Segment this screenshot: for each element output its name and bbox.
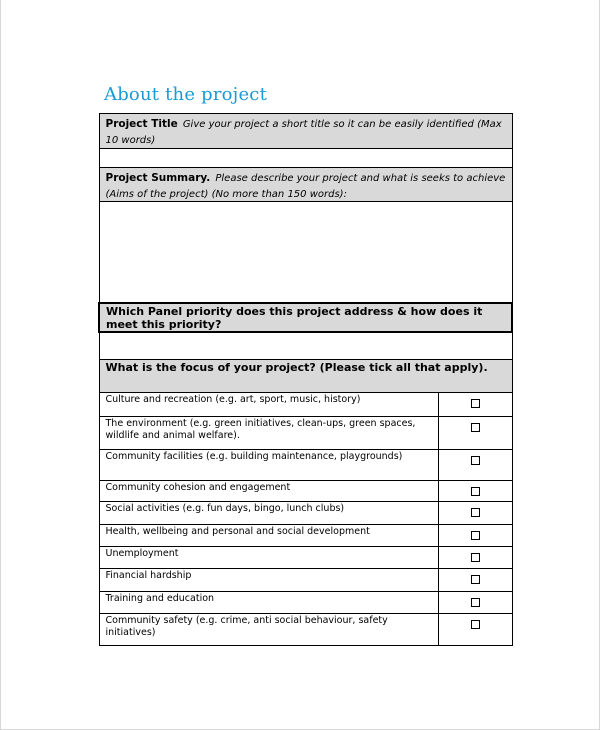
- focus-item-label: Training and education: [105, 593, 215, 604]
- project-summary-cell: [99, 168, 512, 202]
- focus-checkbox[interactable]: [471, 399, 480, 408]
- focus-item-label: Social activities (e.g. fun days, bingo, lunch clubs): [105, 503, 345, 514]
- focus-checkbox-cell: [438, 614, 512, 646]
- section-heading: About the project: [104, 84, 268, 105]
- focus-checkbox-cell: [438, 481, 512, 502]
- focus-checkbox-cell: [438, 393, 512, 417]
- focus-checkbox-cell: [438, 450, 512, 481]
- focus-item-label: Community cohesion and engagement: [105, 482, 291, 493]
- focus-checkbox-cell: [438, 417, 512, 450]
- project-form: [98, 113, 513, 646]
- focus-item-label: Community safety (e.g. crime, anti social behaviour, safety initiatives): [105, 615, 388, 638]
- focus-item-cell: [99, 417, 438, 450]
- focus-item-row: [99, 417, 512, 450]
- panel-priority-question: Which Panel priority does this project address & how does it meet this priority?: [106, 304, 483, 331]
- focus-item-cell: [99, 592, 438, 614]
- focus-item-cell: [99, 393, 438, 417]
- focus-item-row: [99, 592, 512, 614]
- focus-checkbox[interactable]: [471, 456, 480, 465]
- focus-item-label: Financial hardship: [105, 570, 192, 581]
- focus-checkbox[interactable]: [471, 487, 480, 496]
- project-title-cell: [99, 114, 512, 149]
- panel-priority-cell: [99, 303, 512, 332]
- focus-question-cell: [99, 360, 512, 393]
- focus-item-label: Culture and recreation (e.g. art, sport, music, history): [105, 394, 361, 405]
- focus-checkbox-cell: [438, 547, 512, 569]
- focus-checkbox[interactable]: [471, 598, 480, 607]
- focus-item-cell: [99, 502, 438, 525]
- focus-item-row: [99, 614, 512, 646]
- project-summary-row: [99, 168, 512, 202]
- project-summary-hint: Please describe your project and what is seeks to achieve (Aims of the project) (No more than 150 words):: [105, 173, 506, 200]
- focus-item-cell: [99, 569, 438, 592]
- project-title-answer-row: [99, 149, 512, 168]
- panel-priority-answer-row: [99, 332, 512, 360]
- focus-question-row: [99, 360, 512, 393]
- focus-checkbox[interactable]: [471, 553, 480, 562]
- page-edge-left: [0, 0, 1, 730]
- panel-priority-answer[interactable]: [99, 332, 512, 360]
- focus-checkbox-cell: [438, 592, 512, 614]
- panel-priority-row: [99, 303, 512, 332]
- focus-item-label: The environment (e.g. green initiatives, clean-ups, green spaces, wildlife and animal welfare).: [105, 418, 416, 441]
- focus-item-label: Unemployment: [105, 548, 179, 559]
- focus-item-cell: [99, 547, 438, 569]
- focus-item-row: [99, 502, 512, 525]
- focus-checkbox[interactable]: [471, 508, 480, 517]
- focus-item-row: [99, 393, 512, 417]
- focus-item-cell: [99, 481, 438, 502]
- focus-item-cell: [99, 450, 438, 481]
- focus-checkbox[interactable]: [471, 620, 480, 629]
- focus-item-row: [99, 525, 512, 547]
- focus-checkbox[interactable]: [471, 531, 480, 540]
- focus-checkbox-cell: [438, 525, 512, 547]
- project-summary-label: Project Summary.: [105, 172, 211, 184]
- focus-checkbox[interactable]: [471, 575, 480, 584]
- focus-item-cell: [99, 525, 438, 547]
- focus-checkbox[interactable]: [471, 423, 480, 432]
- project-summary-answer-row: [99, 202, 512, 303]
- project-summary-answer[interactable]: [99, 202, 512, 303]
- project-title-label: Project Title: [105, 118, 178, 130]
- focus-item-row: [99, 481, 512, 502]
- project-title-answer[interactable]: [99, 149, 512, 168]
- focus-item-label: Health, wellbeing and personal and social development: [105, 526, 370, 537]
- focus-item-label: Community facilities (e.g. building maintenance, playgrounds): [105, 451, 403, 462]
- focus-checkbox-cell: [438, 569, 512, 592]
- focus-checkbox-cell: [438, 502, 512, 525]
- focus-item-row: [99, 569, 512, 592]
- focus-question: What is the focus of your project? (Please tick all that apply).: [105, 361, 488, 374]
- focus-item-row: [99, 547, 512, 569]
- focus-item-row: [99, 450, 512, 481]
- project-title-row: [99, 114, 512, 149]
- focus-item-cell: [99, 614, 438, 646]
- project-title-hint: Give your project a short title so it can be easily identified (Max 10 words): [105, 119, 502, 146]
